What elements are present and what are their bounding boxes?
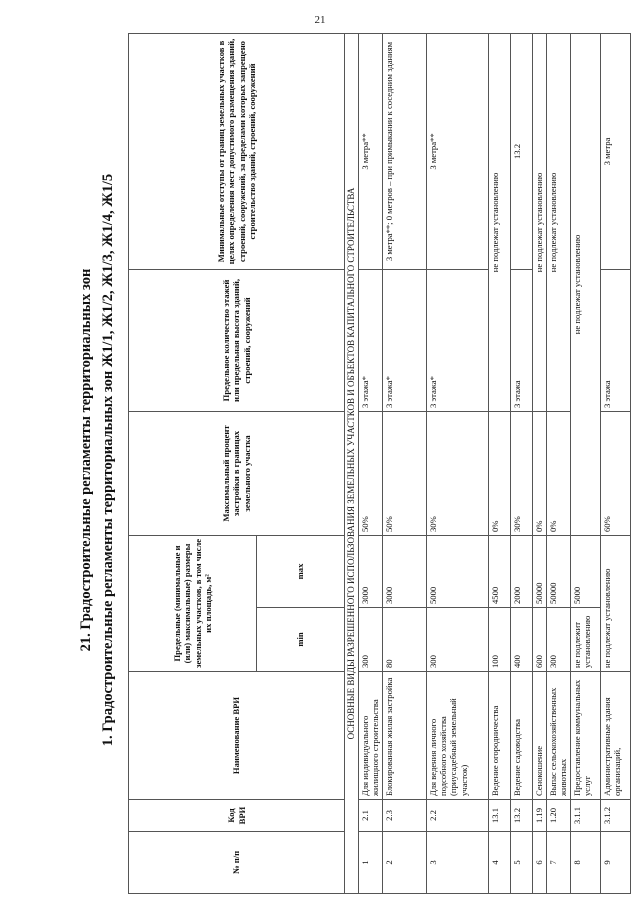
cell-max: 2000 <box>510 535 532 607</box>
col-header-max: max <box>257 535 345 607</box>
cell-floors: 3 этажа* <box>382 269 426 411</box>
cell-name: Для индивидуального жилищного строительства <box>358 672 382 800</box>
cell-percent: 0% <box>488 411 510 535</box>
cell-floors: 3 этажа* <box>358 269 382 411</box>
cell-min: 600 <box>532 608 546 672</box>
cell-floors: 3 этажа* <box>426 269 488 411</box>
cell-setback: 13.2 <box>510 33 532 269</box>
table-row <box>600 33 630 893</box>
col-header-code: Код ВРИ <box>129 800 345 832</box>
page-number: 21 <box>314 14 326 26</box>
cell-name: Сенокошение <box>532 672 546 800</box>
col-header-min: min <box>257 608 345 672</box>
cell-max: 3000 <box>358 535 382 607</box>
heading-main: 21. Градостроительные регламенты территориальных зон <box>78 268 94 652</box>
cell-floors-setback: не подлежат установлению <box>546 33 570 411</box>
cell-percent: 30% <box>510 411 532 535</box>
cell-code: 3.1.2 <box>600 800 630 832</box>
cell-code: 2.1 <box>358 800 382 832</box>
table-row <box>532 33 546 893</box>
cell-code: 2.3 <box>382 800 426 832</box>
cell-code: 13.1 <box>488 800 510 832</box>
cell-num: 3 <box>426 832 488 894</box>
col-header-name: Наименование ВРИ <box>129 672 345 800</box>
cell-code: 2.2 <box>426 800 488 832</box>
table-row <box>570 33 600 893</box>
cell-percent: 30% <box>426 411 488 535</box>
cell-name: Блокированная жилая застройка <box>382 672 426 800</box>
cell-code: 3.1.1 <box>570 800 600 832</box>
cell-num: 2 <box>382 832 426 894</box>
heading-sub: 1. Градостроительные регламенты территориальных зон Ж1/1, Ж1/2, Ж1/3, Ж1/4, Ж1/5 <box>100 173 116 747</box>
cell-setback: 3 метра**; 0 метров – при примыкании к соседним зданиям <box>382 33 426 269</box>
cell-num: 7 <box>546 832 570 894</box>
table-row <box>510 33 532 893</box>
cell-name: Для ведения личного подсобного хозяйства (приусадебный земельный участок) <box>426 672 488 800</box>
table-row <box>488 33 510 893</box>
cell-min: 400 <box>510 608 532 672</box>
section-title: ОСНОВНЫЕ ВИДЫ РАЗРЕШЕННОГО ИСПОЛЬЗОВАНИЯ ЗЕМЕЛЬНЫХ УЧАСТКОВ И ОБЪЕКТОВ КАПИТАЛЬНОГО СТРОИТЕЛЬСТВА <box>345 33 359 893</box>
cell-name: Предоставление коммунальных услуг <box>570 672 600 800</box>
cell-num: 5 <box>510 832 532 894</box>
cell-setback: 3 метра** <box>426 33 488 269</box>
col-header-percent: Максимальный процент застройки в границах земельного участка <box>129 411 345 535</box>
cell-name: Административные здания организаций, <box>600 672 630 800</box>
cell-num: 8 <box>570 832 600 894</box>
cell-max: 50000 <box>532 535 546 607</box>
cell-name: Ведение садоводства <box>510 672 532 800</box>
cell-percent: 50% <box>358 411 382 535</box>
section-row <box>345 33 359 893</box>
cell-max: 5000 <box>570 535 600 607</box>
col-header-floors: Предельное количество этажей или предельная высота зданий, строений, сооружений <box>129 269 345 411</box>
cell-code: 13.2 <box>510 800 532 832</box>
cell-min: не подлежит установлению <box>570 608 600 672</box>
header-row <box>129 33 257 893</box>
cell-min: 300 <box>426 608 488 672</box>
cell-percent: 60% <box>600 411 630 535</box>
cell-setback: 3 метра** <box>358 33 382 269</box>
cell-floors-setback: не подлежат установлению <box>532 33 546 411</box>
rotated-page <box>70 20 623 900</box>
cell-max: 3000 <box>382 535 426 607</box>
cell-name: Ведение огородничества <box>488 672 510 800</box>
cell-max: 5000 <box>426 535 488 607</box>
table-row <box>382 33 426 893</box>
cell-code: 1.20 <box>546 800 570 832</box>
cell-percent: 0% <box>532 411 546 535</box>
cell-minmax: не подлежат установлению <box>600 535 630 671</box>
cell-floors: 3 этажа <box>600 269 630 411</box>
cell-max: 50000 <box>546 535 570 607</box>
cell-num: 9 <box>600 832 630 894</box>
cell-name: Выпас сельскохозяйственных животных <box>546 672 570 800</box>
cell-min: 300 <box>358 608 382 672</box>
regulations-table <box>128 33 631 894</box>
col-header-size: Предельные (минимальные и (или) максимальные) размеры земельных участков, в том числе их площадь, м² <box>129 535 257 671</box>
table-row <box>546 33 570 893</box>
cell-code: 1.19 <box>532 800 546 832</box>
cell-num: 6 <box>532 832 546 894</box>
col-header-setback: Минимальные отступы от границ земельных участков в целях определения мест допустимого размещения зданий, строений, сооружений, за пределами которых запрещено строительство зданий, строений, сооружений <box>129 33 345 269</box>
table-row <box>426 33 488 893</box>
cell-floors-setback: не подлежат установлению <box>488 33 510 411</box>
col-header-num: № п/п <box>129 832 345 894</box>
cell-num: 1 <box>358 832 382 894</box>
cell-setback: 3 метра <box>600 33 630 269</box>
cell-num: 4 <box>488 832 510 894</box>
table-row <box>358 33 382 893</box>
cell-percent-floors-setback: не подлежат установлению <box>570 33 600 535</box>
cell-percent: 0% <box>546 411 570 535</box>
cell-max: 4500 <box>488 535 510 607</box>
cell-min: 80 <box>382 608 426 672</box>
cell-min: 100 <box>488 608 510 672</box>
cell-percent: 50% <box>382 411 426 535</box>
cell-floors: 3 этажа <box>510 269 532 411</box>
cell-min: 300 <box>546 608 570 672</box>
